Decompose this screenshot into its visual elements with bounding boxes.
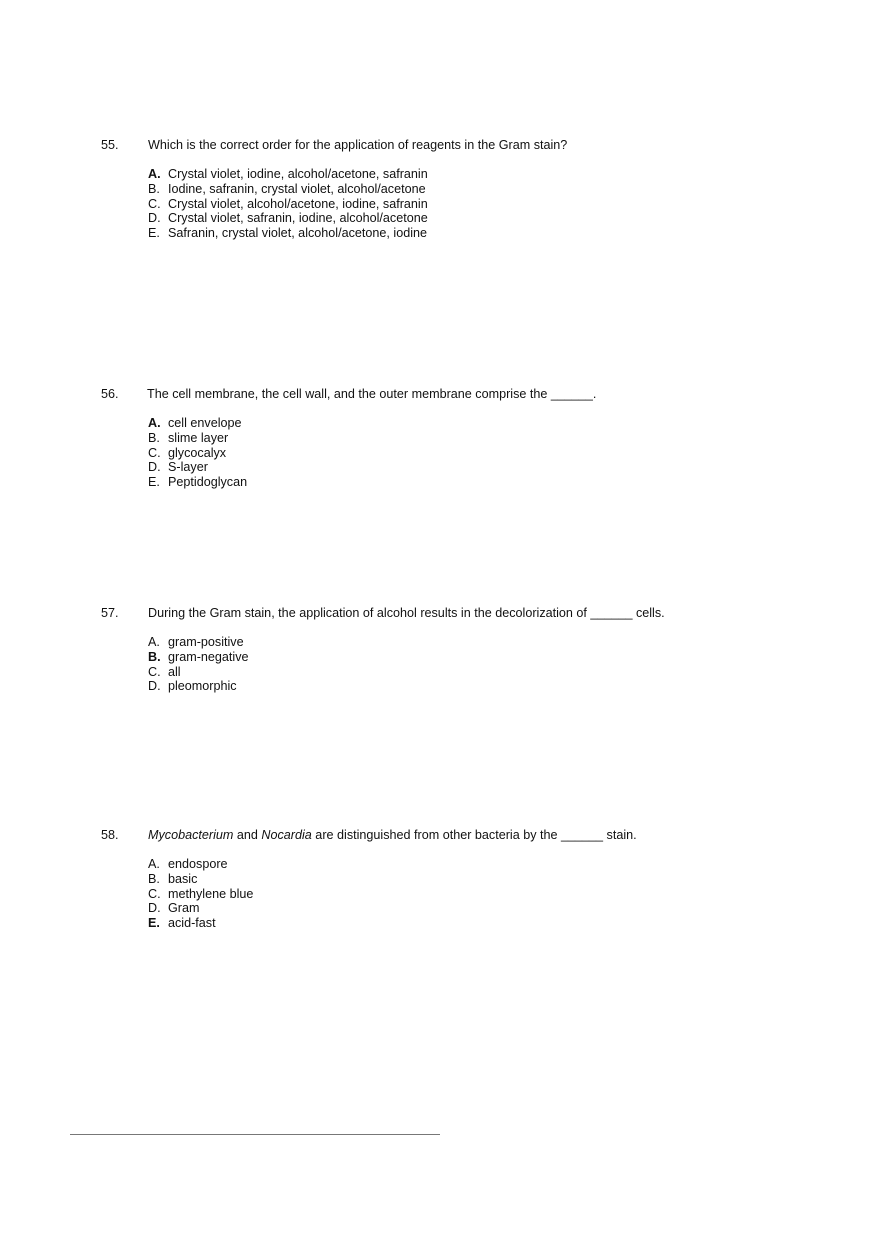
answer-option: [148, 416, 247, 431]
answer-option: [148, 679, 249, 694]
answer-option: [148, 650, 249, 665]
answer-option: [148, 446, 247, 461]
option-letter: B.: [148, 430, 160, 445]
question-stem: During the Gram stain, the application of alcohol results in the decolorization of ______ cells.: [148, 606, 665, 620]
option-text: gram-negative: [168, 649, 249, 664]
question-stem: [148, 828, 637, 842]
option-letter: A.: [148, 857, 160, 871]
option-letter: B.: [148, 181, 160, 196]
option-list: [148, 857, 253, 931]
option-text: Crystal violet, iodine, alcohol/acetone, safranin: [168, 167, 428, 181]
option-text: cell envelope: [168, 416, 242, 430]
answer-option: [148, 167, 428, 182]
answer-option: [148, 901, 253, 916]
stem-text: are distinguished from other bacteria by the ______ stain.: [311, 828, 637, 842]
stem-text: and: [233, 828, 262, 842]
option-letter: C.: [148, 886, 161, 901]
option-letter: E.: [148, 916, 160, 930]
question-number: 55.: [101, 138, 119, 152]
option-text: S-layer: [168, 460, 208, 475]
answer-option: [148, 431, 247, 446]
option-letter: C.: [148, 445, 161, 460]
option-text: Iodine, safranin, crystal violet, alcohol/acetone: [168, 181, 426, 196]
option-letter: E.: [148, 475, 160, 489]
option-text: Crystal violet, safranin, iodine, alcohol/acetone: [168, 211, 428, 226]
answer-option: [148, 475, 247, 490]
option-text: basic: [168, 871, 198, 886]
answer-option: [148, 197, 428, 212]
question-number: 56.: [101, 387, 119, 401]
option-text: Peptidoglycan: [168, 475, 248, 489]
option-text: acid-fast: [168, 916, 216, 930]
answer-option: [148, 211, 428, 226]
option-text: Crystal violet, alcohol/acetone, iodine, safranin: [168, 196, 428, 211]
question-stem: The cell membrane, the cell wall, and the outer membrane comprise the ______.: [147, 387, 597, 401]
option-text: glycocalyx: [168, 445, 227, 460]
option-letter: B.: [148, 871, 160, 886]
answer-option: [148, 887, 253, 902]
option-text: all: [168, 664, 181, 679]
option-text: endospore: [168, 857, 228, 871]
answer-option: [148, 182, 428, 197]
question-number: 58.: [101, 828, 119, 842]
option-text: gram-positive: [168, 635, 244, 649]
option-letter: D.: [148, 460, 161, 475]
genus-name: Nocardia: [261, 828, 312, 842]
footnote-divider: [70, 1134, 440, 1135]
answer-option: [148, 872, 253, 887]
answer-option: [148, 226, 428, 241]
option-list: [148, 416, 247, 490]
answer-option: [148, 916, 253, 931]
genus-name: Mycobacterium: [148, 828, 234, 842]
answer-option: [148, 635, 249, 650]
option-text: pleomorphic: [168, 679, 237, 694]
option-letter: C.: [148, 196, 161, 211]
option-letter: E.: [148, 226, 160, 240]
answer-option: [148, 460, 247, 475]
answer-option: [148, 857, 253, 872]
option-letter: A.: [148, 635, 160, 649]
option-letter: B.: [148, 649, 161, 664]
option-list: [148, 167, 428, 241]
option-letter: D.: [148, 901, 161, 916]
option-text: Safranin, crystal violet, alcohol/acetone, iodine: [168, 226, 428, 240]
question-stem: Which is the correct order for the application of reagents in the Gram stain?: [148, 138, 568, 152]
question-number: 57.: [101, 606, 119, 620]
option-letter: D.: [148, 211, 161, 226]
option-letter: A.: [148, 416, 161, 430]
answer-option: [148, 665, 249, 680]
option-letter: A.: [148, 167, 161, 181]
option-text: Gram: [168, 901, 200, 916]
option-list: [148, 635, 249, 694]
option-text: methylene blue: [168, 886, 254, 901]
option-letter: C.: [148, 664, 161, 679]
option-letter: D.: [148, 679, 161, 694]
option-text: slime layer: [168, 430, 229, 445]
